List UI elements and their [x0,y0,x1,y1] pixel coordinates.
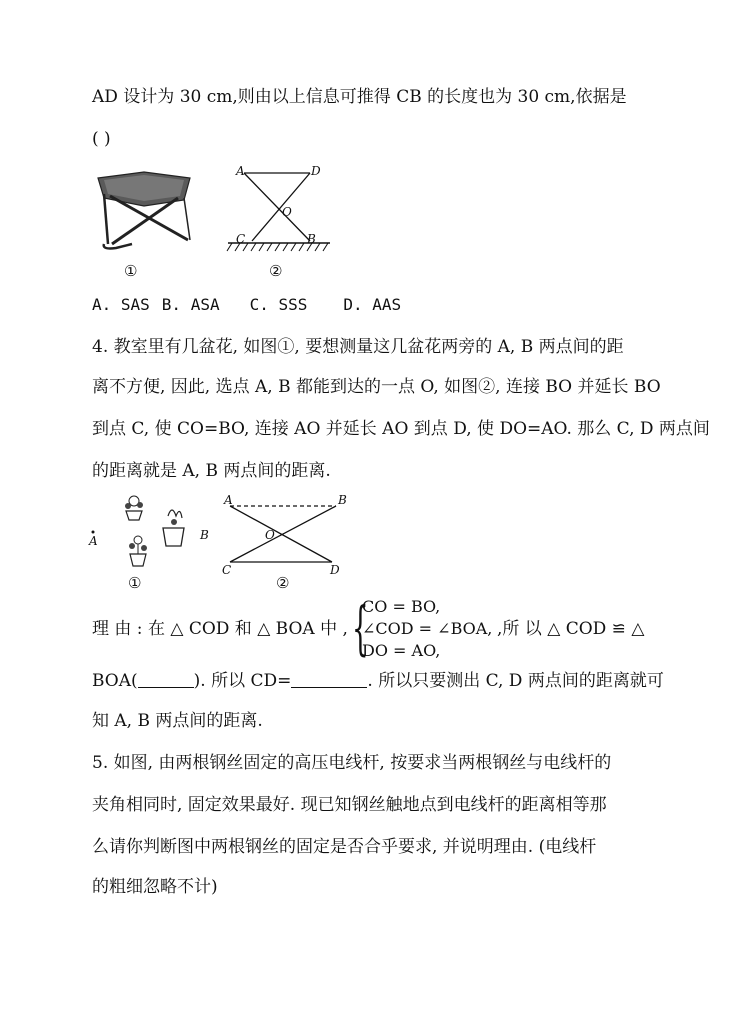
reason-blank[interactable] [138,671,194,688]
q4-fill-line [92,670,664,692]
stool-leg-3 [104,194,108,244]
equation-system [362,596,492,662]
q4-fig1-label-b: B [200,528,209,542]
segment-dc [252,173,310,241]
q4-text-line-4: 的距离就是 A, B 两点间的距离. [92,461,331,481]
q3-label-c: C [236,232,246,246]
equation-3: DO = AO, [362,641,441,660]
q4-fig2-caption: ② [276,574,290,592]
q3-fig1-caption: ① [124,262,138,280]
q4-reason-prefix: 理 由 : 在 △ COD 和 △ BOA 中 , [92,619,348,639]
q4-text-line-1: 4. 教室里有几盆花, 如图①, 要想测量这几盆花两旁的 A, B 两点间的距 [92,337,624,357]
q4-text-line-3: 到点 C, 使 CO=BO, 连接 AO 并延长 AO 到点 D, 使 DO=AO. 那么 C, D 两点间 [92,419,710,439]
option-d[interactable]: D. AAS [343,295,402,314]
option-a[interactable]: A. SAS [92,295,150,314]
option-b[interactable]: B. ASA [161,295,220,314]
q4-fig2-label-b: B [338,493,347,507]
flower-pots-figure [88,494,198,580]
equation-2: ∠COD = ∠BOA, [362,619,493,638]
cd-blank[interactable] [291,671,367,688]
q3-text-line-1: AD 设计为 30 cm,则由以上信息可推得 CB 的长度也为 30 cm,依据是 [92,87,627,107]
q4-fig2-label-d: D [330,563,340,577]
q3-label-o: O [282,205,292,219]
flower-pot-2 [163,510,184,546]
q4-reason-suffix: ,所 以 △ COD ≌ △ [497,619,645,639]
q4-measure-text: . 所以只要测出 C, D 两点间的距离就可 [367,671,664,691]
q5-text-line-3: 么请你判断图中两根钢丝的固定是否合乎要求, 并说明理由. (电线杆 [92,837,597,857]
q3-label-b: B [307,232,316,246]
q4-fig2-label-o: O [265,528,275,542]
q3-answer-parens: ( ) [92,129,111,149]
q5-text-line-2: 夹角相同时, 固定效果最好. 现已知钢丝触地点到电线杆的距离相等那 [92,795,607,815]
flower-pot-1 [125,496,143,520]
q4-fig1-caption: ① [128,574,142,592]
stool-leg-4 [184,198,190,240]
q3-fig2-caption: ② [269,262,283,280]
q3-label-a: A [236,164,245,178]
q5-text-line-4: 的粗细忽略不计) [92,877,218,897]
folding-stool-figure [92,166,196,250]
q4-boa-text: BOA( [92,671,138,691]
q3-label-d: D [311,164,321,178]
flower-pot-3 [129,536,147,566]
equation-1: CO = BO, [362,597,441,616]
q4-fig2-label-a: A [224,493,233,507]
q4-fig1-label-a: A [89,534,98,548]
q4-text-line-2: 离不方便, 因此, 选点 A, B 都能到达的一点 O, 如图②, 连接 BO 并延长 BO [92,377,661,397]
q4-text-last: 知 A, B 两点间的距离. [92,711,263,731]
stool-foot [104,244,132,249]
option-c[interactable]: C. SSS [249,295,308,314]
q4-x-diagram [218,498,348,570]
q3-options [92,294,401,316]
q5-text-line-1: 5. 如图, 由两根钢丝固定的高压电线杆, 按要求当两根钢丝与电线杆的 [92,753,612,773]
q4-cd-text: ). 所以 CD= [193,671,292,691]
segment-ab [244,173,310,241]
q4-fig2-label-c: C [222,563,232,577]
system-brace: { [352,594,369,662]
